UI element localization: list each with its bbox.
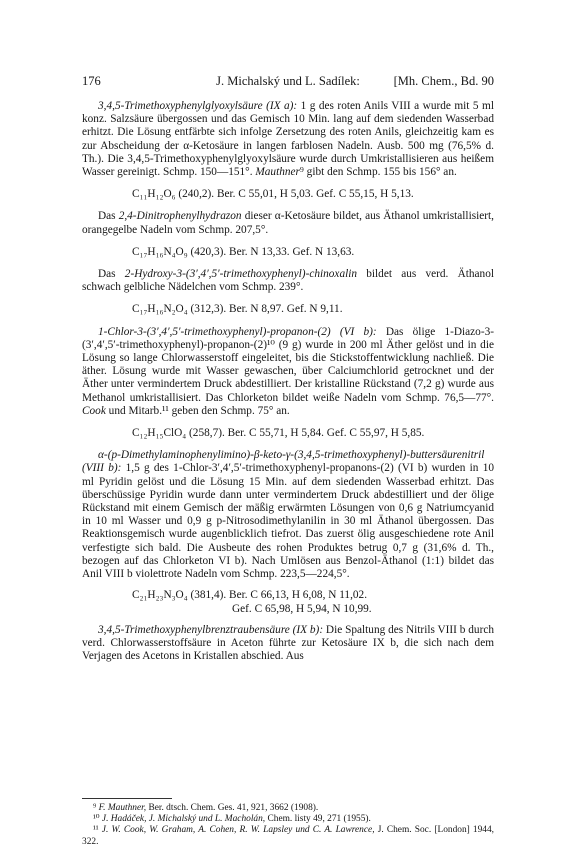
paragraph-text: Das <box>98 268 125 281</box>
elemental-analysis: C₁₇H₁₆N₄O₉ (420,3). Ber. N 13,33. Gef. N 13,63. <box>132 245 355 258</box>
footnote-authors: F. Mauthner, <box>98 803 147 813</box>
paragraph <box>82 624 494 664</box>
elemental-analysis <box>82 589 494 615</box>
footnotes <box>82 803 494 848</box>
footnote-reference: Ber. dtsch. Chem. Ges. 41, 921, 3662 (1908). <box>146 803 319 813</box>
footnote-number: ¹⁰ <box>93 814 100 825</box>
compound-name: 2-Hydroxy-3-(3′,4′,5′-trimethoxyphenyl)-chinoxalin <box>124 268 358 281</box>
page-number: 176 <box>82 74 101 88</box>
footnote-reference: J. Chem. Soc. [London] 1944, 322. <box>82 825 495 847</box>
paragraph-text: bildet aus verd. Äthanol schwach gelbliche Nädelchen vom Schmp. 239°. <box>82 268 494 294</box>
footnote <box>82 803 494 814</box>
footnote-authors: J. W. Cook, W. Graham, A. Cohen, R. W. Lapsley und C. A. Lawrence, <box>101 825 375 836</box>
page-header <box>82 74 494 92</box>
elemental-analysis: C₁₁H₁₂O₆ (240,2). Ber. C 55,01, H 5,03. Gef. C 55,15, H 5,13. <box>132 188 414 201</box>
compound-name: 1-Chlor-3-(3′,4′,5′-trimethoxyphenyl)-propanon-(2) (VI b): <box>98 325 377 338</box>
running-title: J. Michalský und L. Sadílek: <box>216 74 360 88</box>
footnote-number: ¹¹ <box>93 825 99 836</box>
paragraph-text: dieser α-Ketosäure bildet, aus Äthanol umkristallisiert, orangegelbe Nadeln vom Schmp. 207,5°. <box>82 210 494 236</box>
paragraph-text: 1 g des roten Anils VIII a wurde mit 5 ml konz. Salzsäure übergossen und das Gemisch 10 Min. lang auf dem siedenden Wasserbad erhitzt. Die Lösung entfärbte sich infolge Zersetzung des roten Anils, gleichzeitig kam es zur Abscheidung der α-Ketosäure in langen farblosen Nadeln. Ausb. 500 mg (76,5% d. Th.). Die 3,4,5-Trimethoxyphenylglyoxylsäure wurde durch Umkristallisieren aus heißem Wasser gereinigt. Schmp. 150—151°. <box>82 100 494 179</box>
author-citation: Cook <box>82 404 106 417</box>
paragraph-text: Das <box>98 210 119 223</box>
analysis-line: Gef. C 65,98, H 5,94, N 10,99. <box>232 602 372 615</box>
footnote-divider <box>82 798 172 799</box>
footnote-reference: Chem. listy 49, 271 (1955). <box>265 814 371 825</box>
paragraph-text: ⁹ gibt den Schmp. 155 bis 156° an. <box>299 166 457 179</box>
elemental-analysis: C₁₂H₁₅ClO₄ (258,7). Ber. C 55,71, H 5,84. Gef. C 55,97, H 5,85. <box>132 427 425 440</box>
paragraph-text: Die Spaltung des Nitrils VIII b durch verd. Chlorwasserstoffsäure in Aceton führte zur Ketosäure IX b, die sich nach dem Verjagen des Acetons in Kristallen abschied. Aus <box>82 623 494 663</box>
compound-name: 3,4,5-Trimethoxyphenylglyoxylsäure (IX a): <box>98 100 298 112</box>
journal-reference: [Mh. Chem., Bd. 90 <box>393 74 494 88</box>
paragraph <box>82 449 494 581</box>
footnote <box>82 814 494 825</box>
footnote-number: ⁹ <box>93 803 97 813</box>
elemental-analysis: C₁₇H₁₆N₂O₄ (312,3). Ber. N 8,97. Gef. N 9,11. <box>132 303 343 316</box>
paragraph <box>82 326 494 418</box>
analysis-line: C₂₁H₂₃N₃O₄ (381,4). Ber. C 66,13, H 6,08, N 11,02. <box>132 589 368 602</box>
paragraph-text: Das ölige 1-Diazo-3-(3′,4′,5′-trimethoxyphenyl)-propanon-(2)¹⁰ (9 g) wurde in 200 ml Äther gelöst und in die Lösung so lange Chlorwasserstoff eingeleitet, bis die Stickstoffentwicklung nachließ. Die äther. Lösung wurde mit Wasser gewaschen, über Calciumchlorid getrocknet und der Äther unter vermindertem Druck abdestilliert. Der kristalline Rückstand (7,2 g) wurde aus Methanol umkristallisiert. Das Chlorketon bildet weiße Nadeln vom Schmp. 76,5—77°. <box>82 325 495 404</box>
author-citation: Mauthner <box>255 166 300 179</box>
paragraph-text: ¹¹ geben den Schmp. 75° an. <box>162 404 290 417</box>
paragraph <box>82 268 494 294</box>
article-body <box>82 100 494 663</box>
paragraph-text: und Mitarb. <box>105 404 163 417</box>
footnote-authors: J. Hadáček, J. Michalský und L. Macholán, <box>101 814 266 825</box>
paragraph-text: 1,5 g des 1-Chlor-3′,4′,5′-trimethoxyphenyl-propanons-(2) (VI b) wurden in 10 ml Pyridin gelöst und die Lösung 15 Min. auf dem siedenden Wasserbad erhitzt. Das überschüssige Pyridin wurde dann unter vermindertem Druck abdestilliert und der ölige Rückstand mit einem Gemisch der mäßig erwärmten Lösungen von 0,6 g Natriumcyanid in 10 ml Wasser und 0,9 g p-Nitrosodimethylanilin in 30 ml Äthanol übergossen. Das Reaktionsgemisch wurde augenblicklich tiefrot. Das zuerst ölig ausgeschiedene rote Anil verfestigte sich bald. Die Ausbeute des rohen Produktes betrug 0,7 g (31,6% d. Th., bezogen auf das Chlorketon VI b). Nach Umlösen aus Benzol-Äthanol (1:1) bildet das Anil VIII b violettrote Nadeln vom Schmp. 223,5—224,5°. <box>82 462 494 581</box>
compound-name: 3,4,5-Trimethoxyphenylbrenztraubensäure (IX b): <box>98 623 324 636</box>
paragraph <box>82 100 494 179</box>
paragraph <box>82 210 494 236</box>
footnote <box>82 825 494 847</box>
compound-name: α-(p-Dimethylaminophenylimino)-β-keto-γ-(3,4,5-trimethoxyphenyl)-buttersäurenitril (VIII b): <box>82 449 485 475</box>
compound-name: 2,4-Dinitrophenylhydrazon <box>118 210 242 223</box>
